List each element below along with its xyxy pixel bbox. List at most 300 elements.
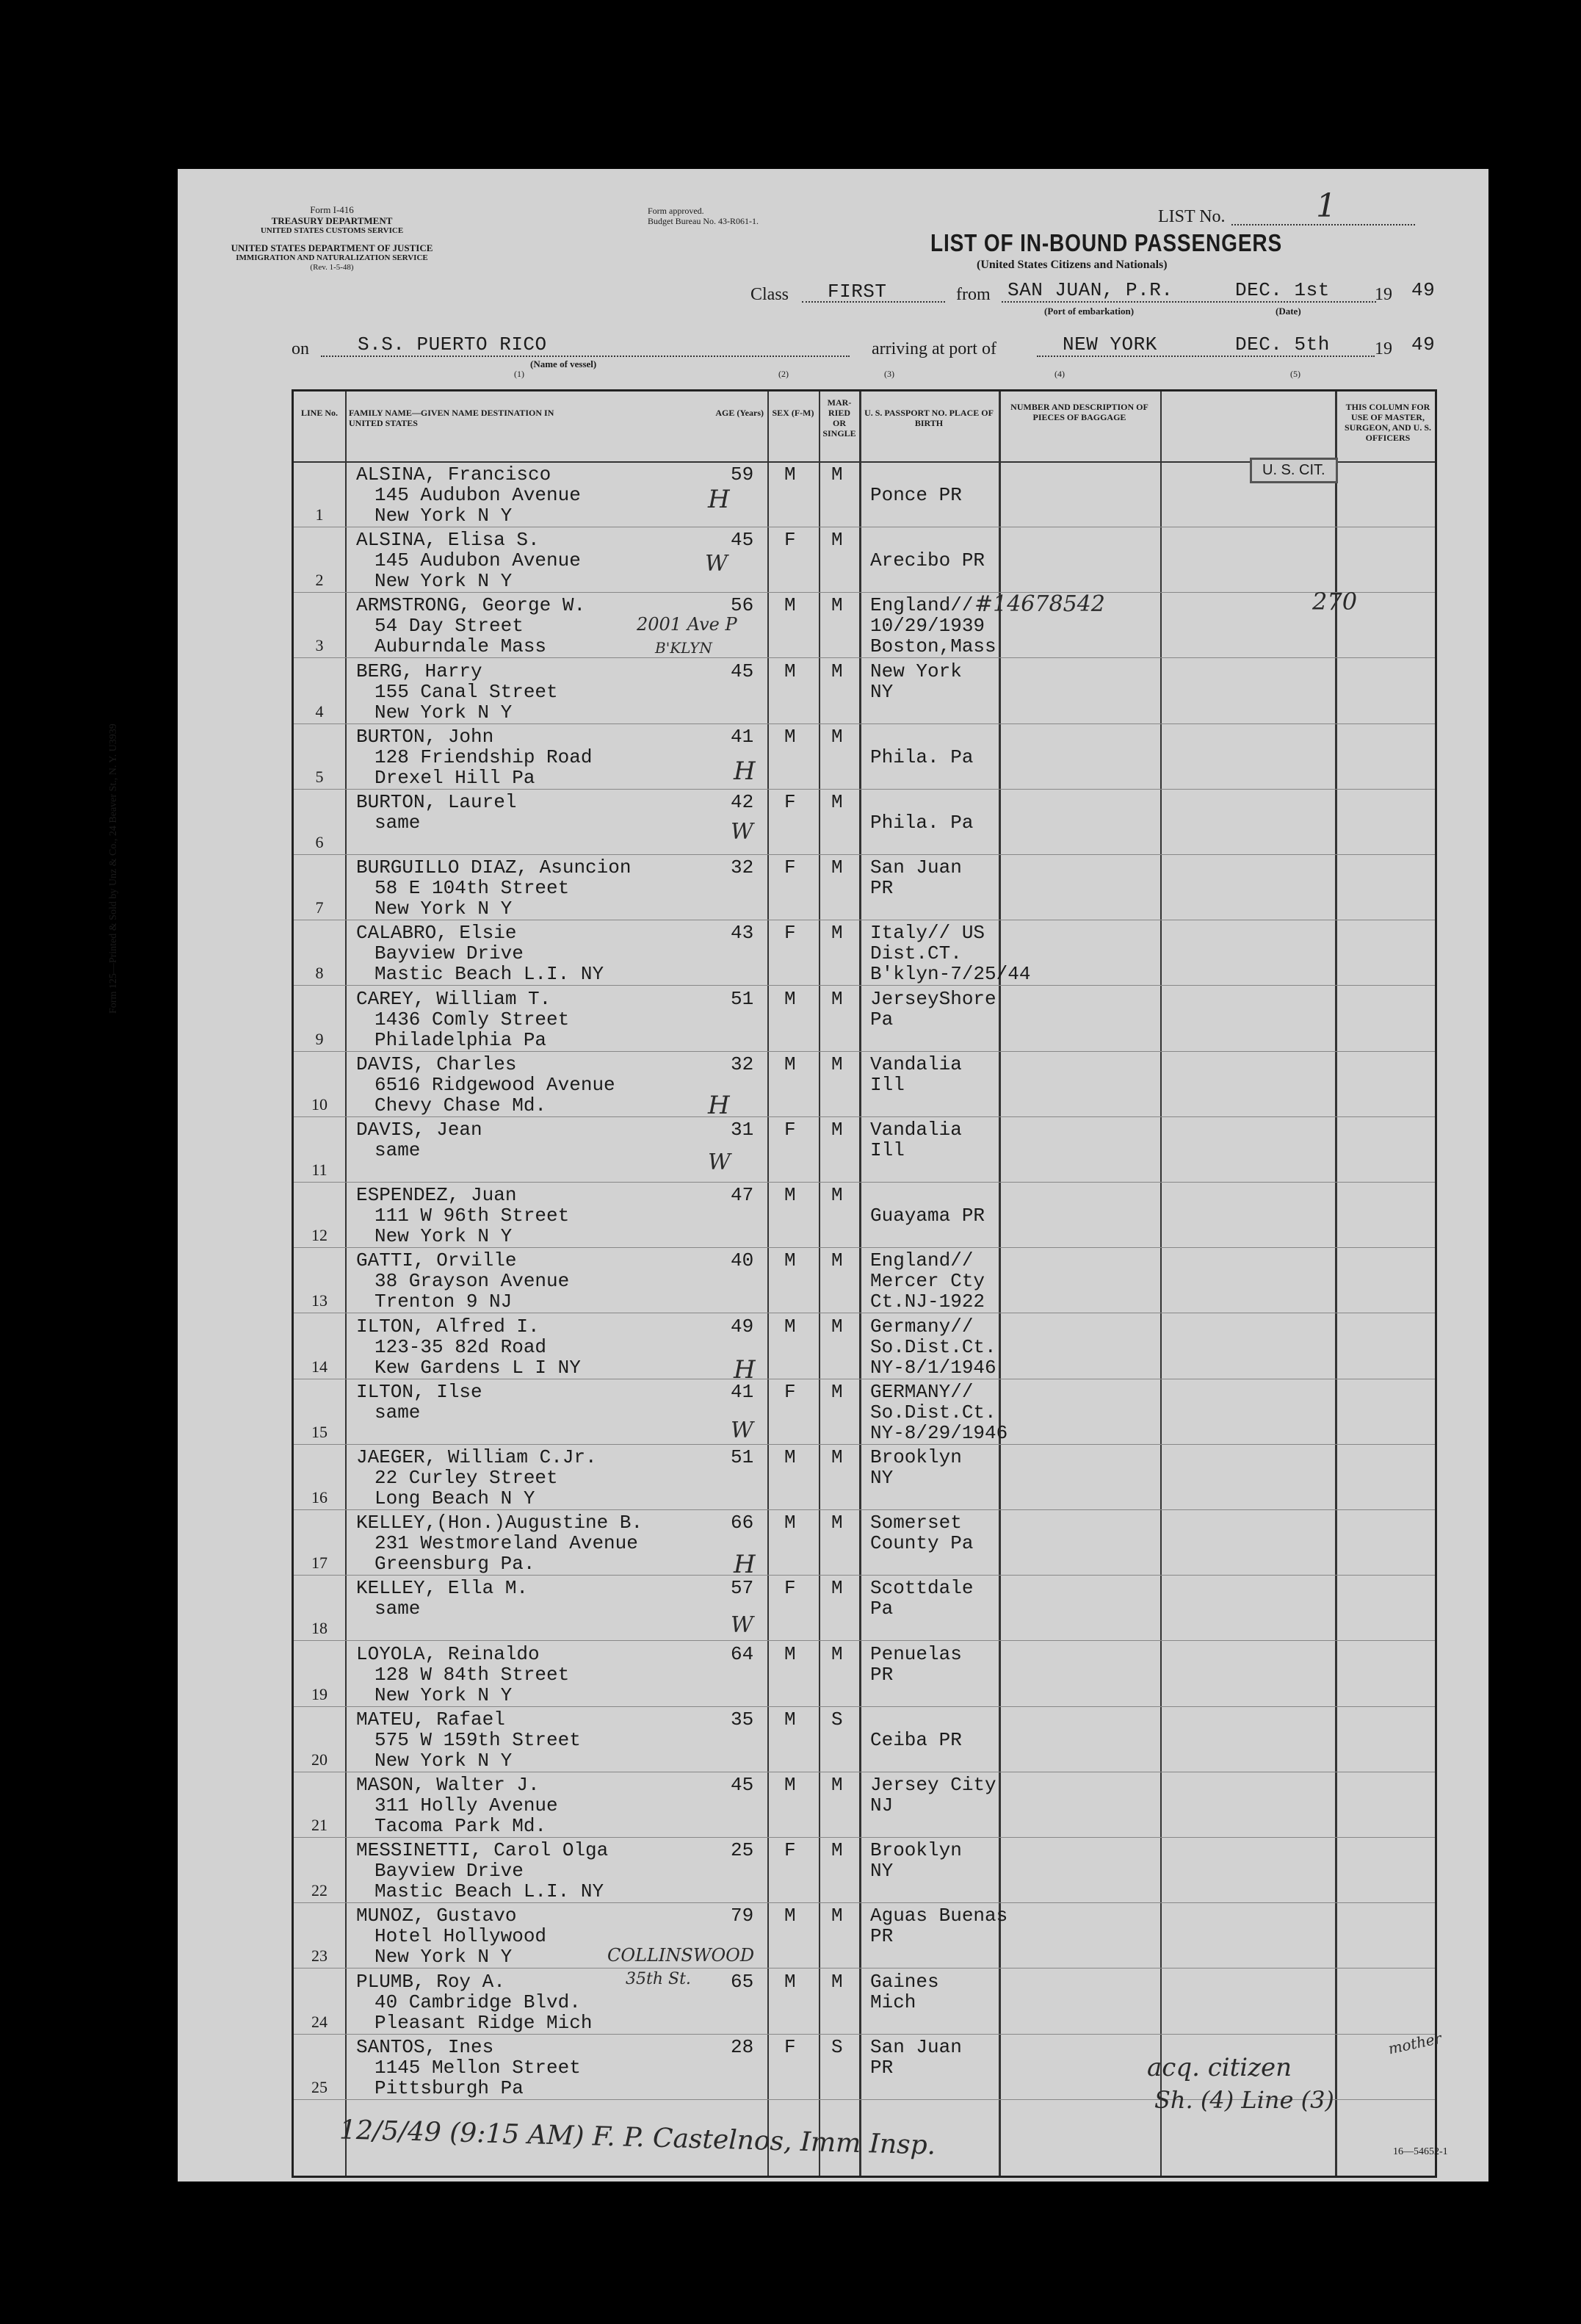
age: 64: [731, 1642, 754, 1665]
birthplace-2: NY: [870, 680, 894, 703]
line-number: 7: [315, 898, 324, 917]
marital-status: M: [831, 1119, 843, 1141]
birthplace-1: Vandalia: [870, 1119, 962, 1141]
mark-w: W: [705, 551, 728, 577]
birthplace-1: Phila. Pa: [870, 812, 974, 834]
passenger-name: CALABRO, Elsie: [356, 922, 517, 945]
address-street: 111 W 96th Street: [375, 1205, 570, 1227]
birthplace-1: Arecibo PR: [870, 549, 985, 572]
justice-dept: UNITED STATES DEPARTMENT OF JUSTICE: [231, 242, 433, 253]
birthplace-2: 10/29/1939: [870, 615, 985, 638]
address-street: 311 Holly Avenue: [375, 1794, 558, 1816]
birthplace-2: PR: [870, 1925, 894, 1948]
address-street: 6516 Ridgewood Avenue: [375, 1073, 615, 1096]
address-street: same: [375, 1139, 421, 1161]
line-number: 9: [315, 1029, 324, 1048]
address-street: 155 Canal Street: [375, 680, 558, 703]
address-city: Mastic Beach L.I. NY: [375, 963, 604, 986]
inspector-signature: 12/5/49 (9:15 AM) F. P. Castelnos, Imm Insp.: [339, 2115, 936, 2161]
address-street: 123-35 82d Road: [375, 1335, 547, 1358]
passenger-row: [294, 1117, 1435, 1183]
arrival-port: NEW YORK: [1063, 333, 1157, 356]
line-number: 21: [311, 1816, 328, 1834]
customs-service: UNITED STATES CUSTOMS SERVICE: [260, 226, 404, 235]
passenger-name: BURGUILLO DIAZ, Asuncion: [356, 856, 632, 879]
class-label: Class: [750, 285, 789, 304]
address-street: 145 Audubon Avenue: [375, 484, 581, 506]
sex: F: [784, 2035, 796, 2058]
col-num-1: (1): [514, 369, 524, 379]
handwritten-armstrong-city: B'KLYN: [655, 639, 712, 657]
marital-status: M: [831, 1577, 843, 1600]
address-street: Hotel Hollywood: [375, 1925, 547, 1948]
passenger-name: MASON, Walter J.: [356, 1774, 540, 1796]
passenger-name: ILTON, Ilse: [356, 1380, 482, 1403]
birthplace-2: So.Dist.Ct.: [870, 1401, 996, 1423]
address-street: 40 Cambridge Blvd.: [375, 1991, 581, 2013]
address-city: Drexel Hill Pa: [375, 766, 535, 789]
line-number: 25: [311, 2077, 328, 2096]
sex: F: [784, 1839, 796, 1862]
age: 49: [731, 1315, 754, 1338]
birthplace-1: New York: [870, 660, 962, 682]
birthplace-1: Aguas Buenas: [870, 1905, 1008, 1927]
passenger-row: [294, 920, 1435, 986]
address-city: Greensburg Pa.: [375, 1553, 535, 1576]
marital-status: M: [831, 594, 843, 617]
sex: F: [784, 529, 796, 552]
sex: M: [784, 1512, 796, 1534]
birthplace-1: Jersey City: [870, 1774, 996, 1796]
age: 41: [731, 725, 754, 748]
passenger-row: [294, 790, 1435, 855]
line-number: 6: [315, 833, 324, 851]
header-line-no: LINE No.: [300, 408, 338, 418]
vessel-line: [321, 356, 850, 357]
us-citizen-stamp: [1250, 458, 1338, 483]
birthplace-1: JerseyShore: [870, 987, 996, 1010]
handwritten-passport: #14678542: [974, 591, 1105, 617]
passenger-name: GATTI, Orville: [356, 1249, 517, 1272]
line-number: 15: [311, 1422, 328, 1441]
approval-block: [648, 206, 759, 226]
age: 79: [731, 1905, 754, 1927]
age: 41: [731, 1380, 754, 1403]
line-number: 11: [311, 1161, 328, 1179]
passenger-name: KELLEY,(Hon.)Augustine B.: [356, 1512, 643, 1534]
page-subtitle: (United States Citizens and Nationals): [977, 259, 1168, 271]
form-number: Form I-416: [310, 204, 354, 215]
passenger-row: [294, 1642, 1435, 1707]
sex: M: [784, 1184, 796, 1207]
address-street: 231 Westmoreland Avenue: [375, 1532, 638, 1555]
page-title: LIST OF IN-BOUND PASSENGERS: [930, 229, 1283, 256]
passenger-row: [294, 1248, 1435, 1313]
passenger-row: [294, 1707, 1435, 1772]
address-city: New York N Y: [375, 1684, 513, 1706]
year-2: 49: [1411, 333, 1436, 356]
address-city: Pittsburgh Pa: [375, 2076, 524, 2099]
birthplace-1: Germany//: [870, 1315, 974, 1338]
handwritten-munoz-addr: COLLINSWOOD: [607, 1945, 755, 1966]
passenger-row: [294, 1314, 1435, 1379]
col-num-5: (5): [1290, 369, 1300, 379]
age: 32: [731, 856, 754, 879]
birthplace-3: B'klyn-7/25/44: [870, 963, 1031, 986]
birthplace-2: NJ: [870, 1794, 894, 1816]
birthplace-2: County Pa: [870, 1532, 974, 1555]
birthplace-1: Penuelas: [870, 1642, 962, 1665]
immigration-service: IMMIGRATION AND NATURALIZATION SERVICE: [236, 253, 428, 262]
passenger-row: [294, 1772, 1435, 1838]
mark-w: W: [731, 819, 753, 845]
line-number: 2: [315, 571, 324, 590]
birthplace-3: NY-8/29/1946: [870, 1421, 1008, 1444]
line-number: 5: [315, 767, 324, 786]
birthplace-2: Dist.CT.: [870, 942, 962, 965]
line-number: 13: [311, 1291, 328, 1310]
address-city: New York N Y: [375, 701, 513, 723]
class-value: FIRST: [828, 281, 887, 303]
birthplace-1: GERMANY//: [870, 1380, 974, 1403]
sex: M: [784, 1708, 796, 1731]
birthplace-3: Boston,Mass: [870, 635, 996, 658]
marital-status: M: [831, 922, 843, 945]
marital-status: M: [831, 1249, 843, 1272]
marital-status: M: [831, 1905, 843, 1927]
birthplace-1: Brooklyn: [870, 1839, 962, 1862]
marital-status: M: [831, 660, 843, 682]
marital-status: M: [831, 1642, 843, 1665]
stamp-text: U. S. CIT.: [1262, 462, 1325, 478]
passenger-name: CAREY, William T.: [356, 987, 551, 1010]
passenger-name: MUNOZ, Gustavo: [356, 1905, 517, 1927]
passenger-name: ALSINA, Francisco: [356, 463, 551, 486]
mark-w: W: [731, 1418, 753, 1443]
birthplace-1: Brooklyn: [870, 1446, 962, 1468]
line-number: 22: [311, 1881, 328, 1900]
revision: (Rev. 1-5-48): [310, 263, 354, 272]
address-city: Mastic Beach L.I. NY: [375, 1880, 604, 1903]
birthplace-2: Ill: [870, 1073, 905, 1096]
col-num-3: (3): [884, 369, 894, 379]
passenger-name: JAEGER, William C.Jr.: [356, 1446, 597, 1468]
arrival-date: DEC. 5th: [1235, 333, 1330, 356]
col-num-2: (2): [778, 369, 789, 379]
address-street: same: [375, 1598, 421, 1620]
from-line: [1002, 301, 1376, 303]
marital-status: S: [831, 2035, 843, 2058]
birthplace-1: Scottdale: [870, 1577, 974, 1600]
marital-status: M: [831, 1970, 843, 1993]
marital-status: M: [831, 791, 843, 813]
line-number: 23: [311, 1946, 328, 1966]
marital-status: M: [831, 463, 843, 486]
age: 43: [731, 922, 754, 945]
age: 28: [731, 2035, 754, 2058]
passenger-name: PLUMB, Roy A.: [356, 1970, 505, 1993]
birthplace-2: NY: [870, 1860, 894, 1883]
list-no-label: LIST No.: [1158, 207, 1226, 226]
address-street: 22 Curley Street: [375, 1467, 558, 1489]
handwritten-munoz-st: 35th St.: [626, 1970, 691, 1988]
age: 40: [731, 1249, 754, 1272]
handwritten-note-mother: mother: [1386, 2029, 1444, 2058]
header-age: AGE (Years): [715, 408, 764, 418]
address-street: 128 Friendship Road: [375, 746, 593, 768]
address-street: 145 Audubon Avenue: [375, 549, 581, 572]
marital-status: M: [831, 1380, 843, 1403]
passenger-name: ESPENDEZ, Juan: [356, 1184, 517, 1207]
marital-status: M: [831, 1315, 843, 1338]
mark-h: H: [734, 1355, 756, 1385]
birthplace-1: San Juan: [870, 856, 962, 879]
age: 66: [731, 1512, 754, 1534]
address-city: Trenton 9 NJ: [375, 1291, 513, 1313]
age: 56: [731, 594, 754, 617]
passenger-row: [294, 724, 1435, 790]
passenger-row: [294, 527, 1435, 593]
marital-status: M: [831, 856, 843, 879]
line-number: 20: [311, 1750, 328, 1769]
passenger-row: [294, 1052, 1435, 1117]
line-number: 16: [311, 1488, 328, 1506]
marital-status: M: [831, 1774, 843, 1796]
sex: F: [784, 922, 796, 945]
header-passport: U. S. PASSPORT NO. PLACE OF BIRTH: [864, 408, 994, 428]
line-number: 18: [311, 1619, 328, 1638]
passenger-row: [294, 1379, 1435, 1445]
address-street: 128 W 84th Street: [375, 1663, 570, 1686]
marital-status: M: [831, 1512, 843, 1534]
form-number-block: [258, 204, 405, 236]
passenger-name: LOYOLA, Reinaldo: [356, 1642, 540, 1665]
marital-status: M: [831, 529, 843, 552]
year-1: 49: [1411, 279, 1436, 301]
sex: M: [784, 987, 796, 1010]
age: 51: [731, 1446, 754, 1468]
sex: F: [784, 1380, 796, 1403]
year-prefix-2: 19: [1375, 339, 1392, 358]
passenger-table: [292, 389, 1437, 2178]
passenger-row: [294, 1510, 1435, 1576]
line-number: 4: [315, 701, 324, 721]
date-caption: (Date): [1276, 306, 1301, 317]
passenger-name: BURTON, Laurel: [356, 791, 517, 813]
address-street: 58 E 104th Street: [375, 877, 570, 900]
birthplace-2: Ill: [870, 1139, 905, 1161]
age: 57: [731, 1577, 754, 1600]
address-street: 575 W 159th Street: [375, 1728, 581, 1751]
on-label: on: [292, 339, 309, 358]
address-city: Pleasant Ridge Mich: [375, 2011, 593, 2034]
line-number: 1: [315, 505, 324, 524]
address-city: New York N Y: [375, 1946, 513, 1968]
passenger-name: SANTOS, Ines: [356, 2035, 494, 2058]
footer-form-number: 16—54652-1: [1393, 2146, 1448, 2157]
address-city: New York N Y: [375, 505, 513, 527]
passenger-row: [294, 1576, 1435, 1641]
line-number: 14: [311, 1357, 328, 1376]
sex: M: [784, 1053, 796, 1075]
sex: M: [784, 1249, 796, 1272]
birthplace-2: Mich: [870, 1991, 916, 2013]
birthplace-1: Ponce PR: [870, 484, 962, 506]
mark-w: W: [731, 1612, 753, 1638]
birthplace-3: NY-8/1/1946: [870, 1356, 996, 1379]
line-number: 24: [311, 2012, 328, 2031]
marital-status: M: [831, 1446, 843, 1468]
birthplace-2: So.Dist.Ct.: [870, 1335, 996, 1358]
age: 59: [731, 463, 754, 486]
form-approved: Form approved.: [648, 206, 704, 216]
treasury-dept: TREASURY DEPARTMENT: [271, 215, 393, 226]
age: 47: [731, 1184, 754, 1207]
sex: M: [784, 1774, 796, 1796]
passenger-row: [294, 1969, 1435, 2035]
manifest-page: [108, 169, 1488, 2182]
birthplace-2: PR: [870, 877, 894, 900]
address-street: Bayview Drive: [375, 1860, 524, 1883]
line-number: 12: [311, 1226, 328, 1245]
address-street: 54 Day Street: [375, 615, 524, 638]
age: 31: [731, 1119, 754, 1141]
address-street: 1436 Comly Street: [375, 1008, 570, 1031]
mark-h: H: [708, 485, 730, 514]
address-city: Kew Gardens L I NY: [375, 1356, 581, 1379]
passenger-row: [294, 1838, 1435, 1903]
vessel-caption: (Name of vessel): [530, 358, 597, 369]
list-no-value: 1: [1316, 187, 1336, 225]
sex: M: [784, 463, 796, 486]
age: 35: [731, 1708, 754, 1731]
header-officers: THIS COLUMN FOR USE OF MASTER, SURGEON, AND U. S. OFFICERS: [1344, 402, 1432, 443]
class-line: [802, 301, 945, 303]
line-number: 19: [311, 1684, 328, 1703]
line-number: 8: [315, 964, 324, 983]
mark-h: H: [734, 757, 756, 786]
sex: M: [784, 1642, 796, 1665]
passenger-name: ALSINA, Elisa S.: [356, 529, 540, 552]
sex: F: [784, 856, 796, 879]
passenger-name: DAVIS, Jean: [356, 1119, 482, 1141]
sex: M: [784, 660, 796, 682]
address-city: New York N Y: [375, 898, 513, 920]
sex: F: [784, 1119, 796, 1141]
sex: M: [784, 1315, 796, 1338]
birthplace-1: Somerset: [870, 1512, 962, 1534]
embarkation-port: SAN JUAN, P.R.: [1007, 279, 1173, 301]
age: 32: [731, 1053, 754, 1075]
address-city: Chevy Chase Md.: [375, 1094, 547, 1116]
birthplace-2: Pa: [870, 1598, 894, 1620]
address-street: 38 Grayson Avenue: [375, 1270, 570, 1293]
address-city: Long Beach N Y: [375, 1487, 535, 1509]
age: 45: [731, 529, 754, 552]
age: 25: [731, 1839, 754, 1862]
mark-h: H: [708, 1091, 730, 1120]
marital-status: M: [831, 725, 843, 748]
passenger-name: KELLEY, Ella M.: [356, 1577, 529, 1600]
birthplace-2: Mercer Cty: [870, 1270, 985, 1293]
address-city: Tacoma Park Md.: [375, 1815, 547, 1837]
address-city: New York N Y: [375, 1225, 513, 1248]
age: 45: [731, 660, 754, 682]
passenger-row: [294, 1903, 1435, 1968]
budget-bureau: Budget Bureau No. 43-R061-1.: [648, 216, 759, 226]
line-number: 10: [311, 1094, 328, 1114]
handwritten-note-acq: acq. citizen: [1147, 2053, 1292, 2082]
year-prefix-1: 19: [1375, 285, 1392, 304]
handwritten-note-line: Sh. (4) Line (3): [1154, 2086, 1334, 2114]
arrival-line: [1037, 356, 1375, 357]
birthplace-2: PR: [870, 2056, 894, 2079]
marital-status: M: [831, 987, 843, 1010]
vessel-name: S.S. PUERTO RICO: [358, 333, 547, 356]
passenger-row: [294, 855, 1435, 920]
address-street: Bayview Drive: [375, 942, 524, 965]
marital-status: M: [831, 1053, 843, 1075]
address-street: same: [375, 812, 421, 834]
line-number: 17: [311, 1553, 328, 1573]
header-name: FAMILY NAME—GIVEN NAME DESTINATION IN UNITED STATES: [349, 408, 554, 428]
header-sex: SEX (F-M): [772, 408, 814, 418]
age: 42: [731, 791, 754, 813]
justice-dept-block: [229, 242, 435, 273]
birthplace-1: Ceiba PR: [870, 1728, 962, 1751]
passenger-name: MATEU, Rafael: [356, 1708, 505, 1731]
sex: M: [784, 1970, 796, 1993]
age: 45: [731, 1774, 754, 1796]
passenger-name: BERG, Harry: [356, 660, 482, 682]
birthplace-1: Guayama PR: [870, 1205, 985, 1227]
birthplace-1: Vandalia: [870, 1053, 962, 1075]
birthplace-3: Ct.NJ-1922: [870, 1291, 985, 1313]
birthplace-1: England//: [870, 594, 974, 617]
sex: M: [784, 594, 796, 617]
address-city: Philadelphia Pa: [375, 1028, 547, 1051]
passenger-row: [294, 659, 1435, 724]
passenger-name: MESSINETTI, Carol Olga: [356, 1839, 609, 1862]
address-city: New York N Y: [375, 1749, 513, 1772]
from-label: from: [956, 285, 991, 304]
passenger-row: [294, 1445, 1435, 1510]
passenger-name: DAVIS, Charles: [356, 1053, 517, 1075]
handwritten-270: 270: [1312, 588, 1358, 616]
birthplace-2: NY: [870, 1467, 894, 1489]
age: 65: [731, 1970, 754, 1993]
mark-h: H: [734, 1550, 756, 1579]
marital-status: M: [831, 1184, 843, 1207]
address-city: New York N Y: [375, 570, 513, 593]
port-embarkation-caption: (Port of embarkation): [1044, 306, 1135, 317]
passenger-name: ARMSTRONG, George W.: [356, 594, 586, 617]
sex: M: [784, 725, 796, 748]
birthplace-1: Phila. Pa: [870, 746, 974, 768]
handwritten-armstrong-addr: 2001 Ave P: [637, 614, 737, 635]
birthplace-2: PR: [870, 1663, 894, 1686]
printer-imprint: Form 125—Printed & Sold by Unz & Co., 24 Beaver St., N. Y. U3939: [108, 723, 119, 1014]
address-street: same: [375, 1401, 421, 1423]
marital-status: M: [831, 1839, 843, 1862]
age: 51: [731, 987, 754, 1010]
passenger-row: [294, 1183, 1435, 1248]
passenger-row: [294, 986, 1435, 1052]
address-street: 1145 Mellon Street: [375, 2056, 581, 2079]
line-number: 3: [315, 636, 324, 655]
sex: M: [784, 1905, 796, 1927]
header-baggage: NUMBER AND DESCRIPTION OF PIECES OF BAGGAGE: [1010, 402, 1148, 422]
